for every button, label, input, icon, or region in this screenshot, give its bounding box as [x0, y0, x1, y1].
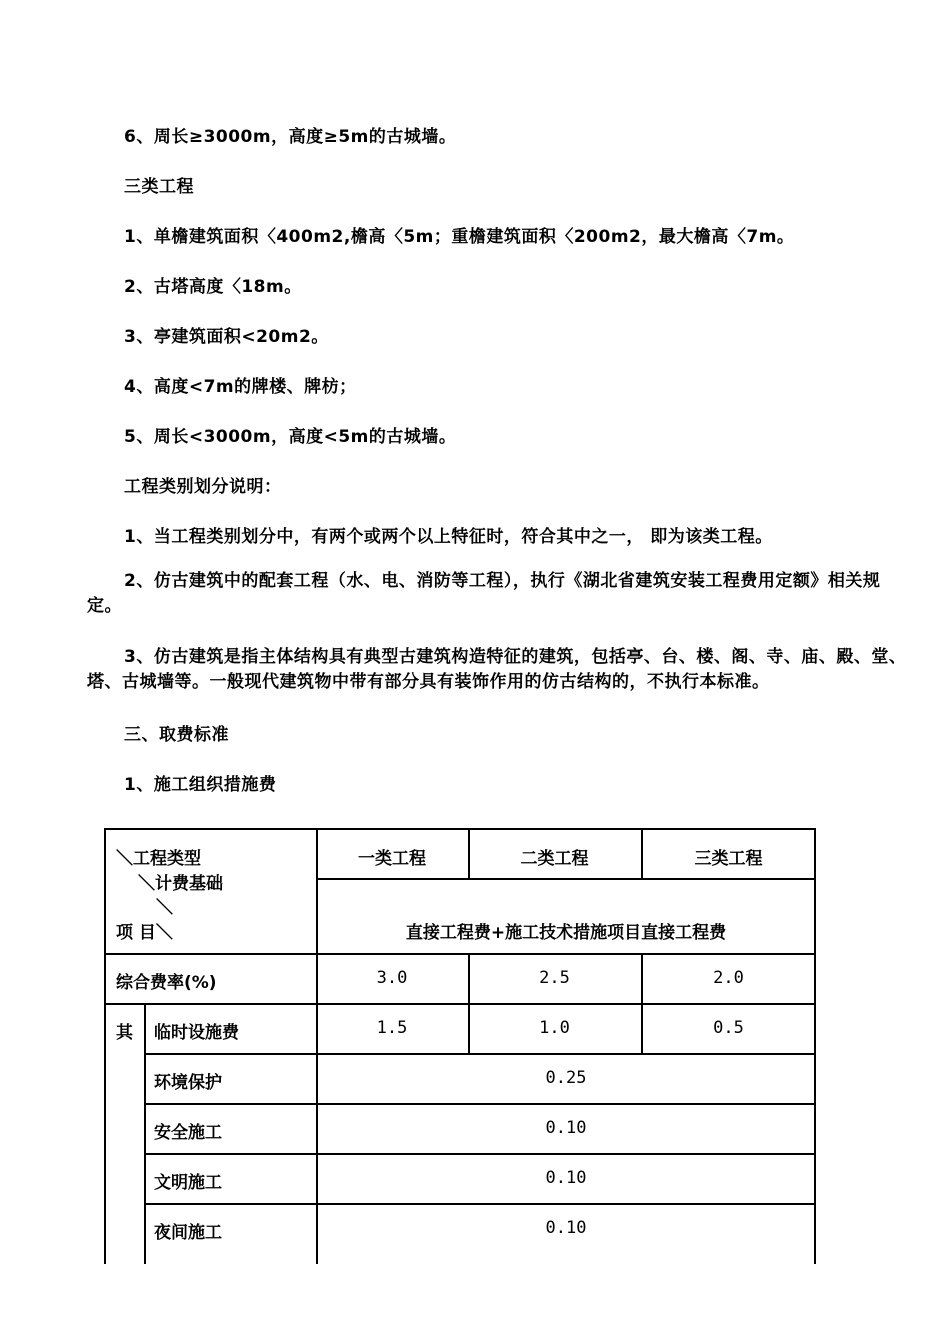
environment-label: 环境保护: [154, 1073, 222, 1093]
temp-facility-class-three: 0.5: [713, 1018, 744, 1038]
table-rule-right: [814, 828, 816, 1264]
civilized-label: 文明施工: [154, 1173, 222, 1193]
fee-basis-label: 直接工程费+施工技术措施项目直接工程费: [405, 923, 727, 943]
group-label-including: 其: [116, 1023, 133, 1043]
table-rule-group-col: [144, 1003, 146, 1264]
safety-label: 安全施工: [154, 1123, 222, 1143]
temp-facility-class-one: 1.5: [376, 1018, 408, 1038]
diagonal-label-type: ＼工程类型: [116, 849, 201, 869]
paragraph-note-2: 2、仿古建筑中的配套工程（水、电、消防等工程），执行《湖北省建筑安装工程费用定额》相关规定。: [87, 571, 881, 616]
paragraph-class-three-item-5: 5、周长<3000m，高度<5m的古城墙。: [124, 427, 457, 447]
table-rule-top: [104, 828, 816, 830]
column-header-class-two: 二类工程: [520, 849, 589, 869]
paragraph-class-three-item-3: 3、亭建筑面积<20m2。: [124, 327, 329, 347]
table-rule-total-bottom: [104, 1003, 816, 1005]
heading-organization-fee: 1、施工组织措施费: [124, 775, 277, 795]
table-rule-label-col: [316, 828, 318, 1264]
table-rule-temp-bottom: [144, 1053, 816, 1055]
night-work-rate: 0.10: [545, 1218, 587, 1238]
diagonal-label-basis: ＼计费基础: [138, 874, 223, 894]
table-rule-civil-bottom: [144, 1203, 816, 1205]
table-rule-header-bottom: [104, 953, 816, 955]
safety-rate: 0.10: [545, 1118, 587, 1138]
column-header-class-one: 一类工程: [358, 849, 426, 869]
total-rate-class-one: 3.0: [376, 968, 408, 988]
paragraph-class-three-item-4: 4、高度<7m的牌楼、牌枋；: [124, 377, 357, 397]
total-rate-label: 综合费率(%): [116, 973, 217, 993]
paragraph-note-1: 1、当工程类别划分中，有两个或两个以上特征时，符合其中之一， 即为该类工程。: [124, 527, 773, 547]
paragraph-class-three-item-1: 1、单檐建筑面积〈400m2,檐高〈5m；重檐建筑面积〈200m2，最大檐高〈7m。: [124, 227, 795, 247]
night-work-label: 夜间施工: [154, 1223, 222, 1243]
table-rule-env-bottom: [144, 1103, 816, 1105]
paragraph-perimeter-wall: 6、周长≥3000m，高度≥5m的古城墙。: [124, 127, 457, 147]
heading-classification-notes: 工程类别划分说明：: [124, 477, 282, 497]
fee-rate-table: [104, 828, 816, 1268]
heading-fee-standard: 三、取费标准: [124, 725, 229, 745]
environment-rate: 0.25: [545, 1068, 587, 1088]
table-rule-left: [104, 828, 106, 1264]
table-rule-safety-bottom: [144, 1153, 816, 1155]
temp-facility-class-two: 1.0: [539, 1018, 570, 1038]
diagonal-label-slash: ＼: [156, 898, 173, 918]
paragraph-note-3: 3、仿古建筑是指主体结构具有典型古建筑构造特征的建筑，包括亭、台、楼、阁、寺、庙、殿、堂、塔、古城墙等。一般现代建筑物中带有部分具有装饰作用的仿古结构的，不执行本标准。: [87, 647, 907, 692]
diagonal-label-item: 项 目＼: [116, 923, 173, 943]
paragraph-class-three-item-2: 2、古塔高度〈18m。: [124, 277, 302, 297]
civilized-rate: 0.10: [545, 1168, 587, 1188]
column-header-class-three: 三类工程: [694, 849, 763, 869]
temp-facility-label: 临时设施费: [154, 1023, 239, 1043]
total-rate-class-three: 2.0: [713, 968, 744, 988]
heading-class-three: 三类工程: [124, 177, 194, 197]
table-rule-header-split: [316, 878, 816, 880]
total-rate-class-two: 2.5: [539, 968, 570, 988]
